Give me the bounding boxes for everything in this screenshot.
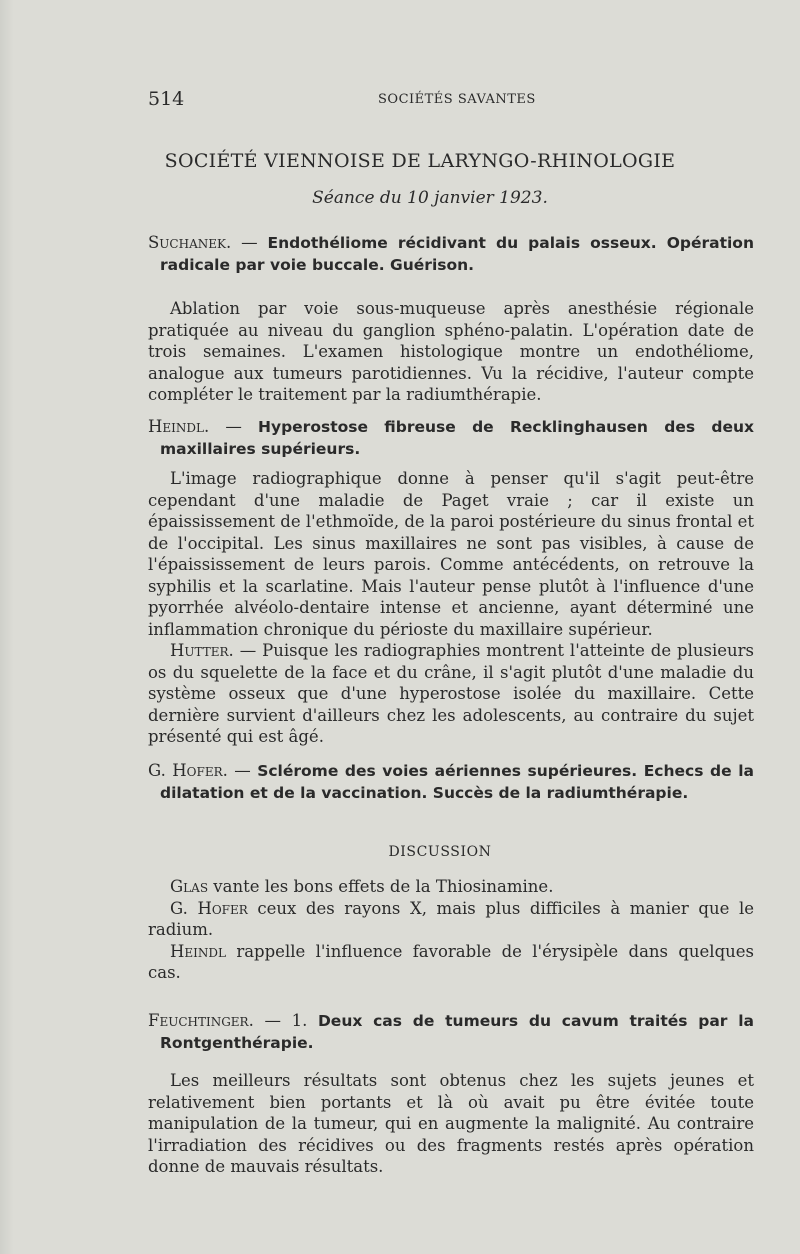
section-heindl: [148, 416, 754, 748]
section-heading: [148, 416, 754, 460]
reply-body: — Puisque les radiographies montrent l'atteinte de plusieurs os du squelette de la face et du crâne, il s'agit plutôt d'une maladie du système osseux que d'une hyperostose isolée du maxillaire. Cette dernière survient d'ailleurs chez les adolescents, au contraire du sujet présenté qui est âgé.: [148, 641, 754, 746]
section-heading: [148, 1010, 754, 1054]
session-date: Séance du 10 janvier 1923.: [312, 188, 548, 208]
discussion-label: DISCUSSION: [388, 844, 492, 860]
section-heading: [148, 232, 754, 276]
reply-paragraph: [148, 640, 754, 748]
section-suchanek: [148, 232, 754, 406]
section-title: Endothéliome récidivant du palais osseux. Opération radicale par voie buccale. Guérison.: [160, 234, 754, 274]
section-feuchtinger: [148, 1010, 754, 1178]
discussion-item: [148, 876, 754, 898]
page-number: 514: [148, 88, 185, 110]
running-title: SOCIÉTÉS SAVANTES: [378, 92, 536, 107]
section-title: Deux cas de tumeurs du cavum traités par la Rontgenthérapie.: [160, 1012, 754, 1052]
discussion-item: [148, 898, 754, 941]
discussant-name: Heindl: [170, 941, 226, 961]
author-name: Feuchtinger.: [148, 1011, 254, 1030]
dash: —: [227, 761, 258, 780]
discussant-name: Glas: [170, 877, 209, 896]
section-heading: [148, 760, 754, 804]
section-body: Ablation par voie sous-muqueuse après anesthésie régionale pratiquée au niveau du ganglion sphéno-palatin. L'opération date de trois semaines. L'examen histologique montre un endothéliome, analogue aux tumeurs parotidiennes. Vu la récidive, l'auteur compte compléter le traitement par la radiumthérapie.: [148, 299, 754, 404]
reply-author: Hutter.: [170, 641, 234, 660]
discussion-text: vante les bons effets de la Thiosinamine.: [208, 877, 554, 896]
discussion-text: rappelle l'influence favorable de l'érysipèle dans quelques cas.: [148, 941, 754, 982]
discussion-item: [148, 941, 754, 984]
discussion-text: ceux des rayons X, mais plus difficiles à manier que le radium.: [148, 898, 754, 939]
section-body: Les meilleurs résultats sont obtenus chez les sujets jeunes et relativement bien portants et là où avait pu être évitée toute manipulation de la tumeur, qui en augmente la malignité. Au contraire l'irradiation des récidives ou des fragments restés après opération donne de mauvais résultats.: [148, 1071, 754, 1176]
discussant-prefix: G.: [170, 898, 198, 918]
item-number: 1.: [291, 1011, 318, 1030]
dash: —: [209, 417, 258, 436]
dash: —: [253, 1011, 292, 1030]
section-title: Sclérome des voies aériennes supérieures. Echecs de la dilatation et de la vaccination. Succès de la radiumthérapie.: [160, 762, 754, 802]
running-head: [148, 88, 748, 110]
section-body: L'image radiographique donne à penser qu'il s'agit peut-être cependant d'une maladie de Paget vraie ; car il existe un épaississement de l'ethmoïde, de la paroi postérieure du sinus frontal et de l'occipital. Les sinus maxillaires ne sont pas visibles, à cause de l'épaississement de leurs parois. Comme antécédents, on retrouve la syphilis et la scarlatine. Mais l'auteur pense plutôt à l'influence d'une pyorrhée alvéolo-dentaire intense et ancienne, ayant déterminé une inflammation chronique du périoste du maxillaire supérieur.: [148, 469, 754, 639]
society-title: SOCIÉTÉ VIENNOISE DE LARYNGO-RHINOLOGIE: [164, 150, 676, 172]
author-name: Suchanek.: [148, 233, 232, 252]
dash: —: [231, 233, 268, 252]
author-name: Heindl.: [148, 417, 210, 436]
discussant-name: Hofer: [197, 898, 248, 918]
section-title: Hyperostose fibreuse de Recklinghausen des deux maxillaires supérieurs.: [160, 418, 754, 458]
author-name: Hofer.: [172, 761, 228, 780]
section-hofer: [148, 760, 754, 804]
discussion-block: [148, 876, 754, 984]
author-prefix: G.: [148, 761, 173, 780]
